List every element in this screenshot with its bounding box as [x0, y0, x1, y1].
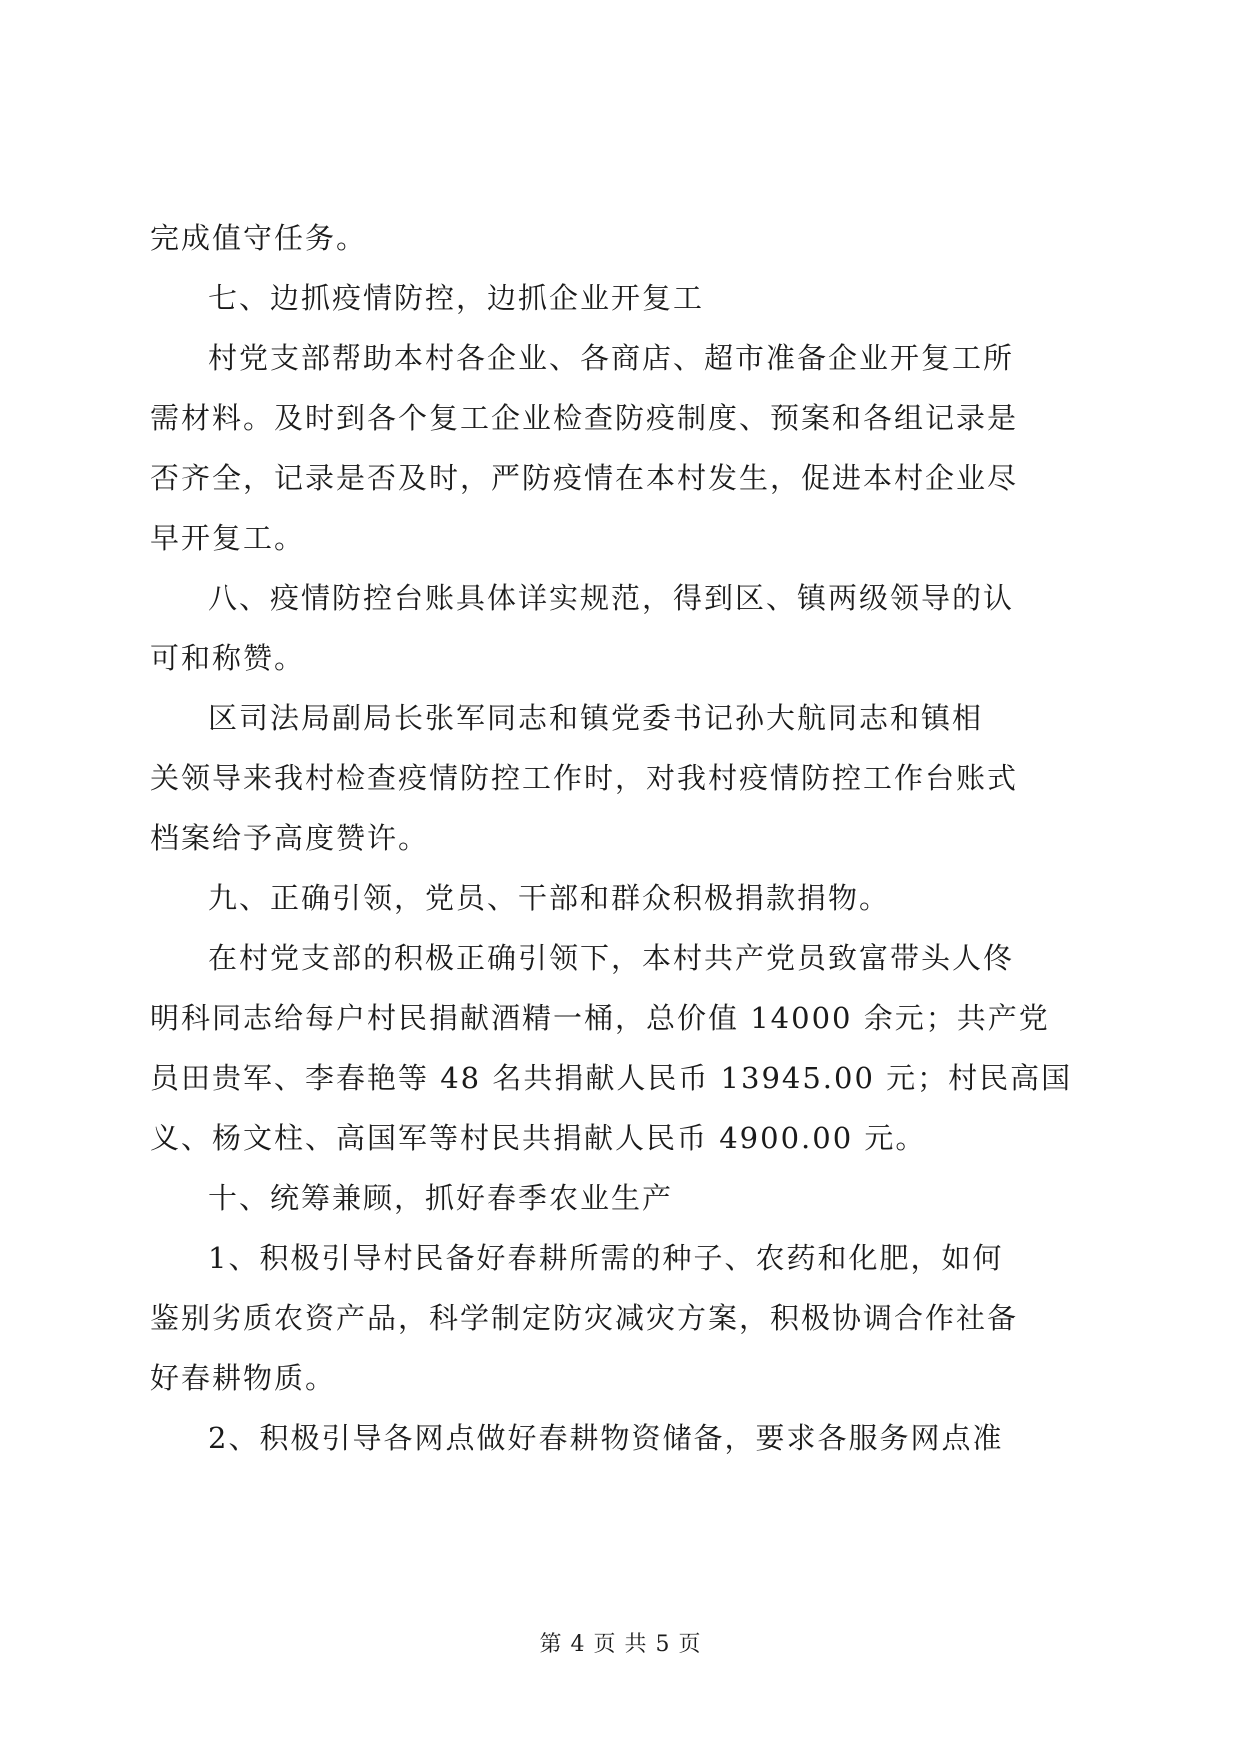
section-heading-10: 十、统筹兼顾，抓好春季农业生产 — [208, 1181, 674, 1215]
text-line: 区司法局副局长张军同志和镇党委书记孙大航同志和镇相 — [208, 701, 984, 735]
text-line: 关领导来我村检查疫情防控工作时，对我村疫情防控工作台账式 — [150, 761, 1019, 795]
text-line: 1、积极引导村民备好春耕所需的种子、农药和化肥，如何 — [208, 1241, 1004, 1275]
section-heading-7: 七、边抓疫情防控，边抓企业开复工 — [208, 281, 705, 315]
document-body — [150, 208, 1085, 1468]
text-line: 好春耕物质。 — [150, 1361, 337, 1395]
text-line: 义、杨文柱、高国军等村民共捐献人民币 4900.00 元。 — [150, 1121, 927, 1155]
text-line: 否齐全，记录是否及时，严防疫情在本村发生，促进本村企业尽 — [150, 461, 1019, 495]
text-line: 可和称赞。 — [150, 641, 306, 675]
text-line: 在村党支部的积极正确引领下，本村共产党员致富带头人佟 — [208, 941, 1015, 975]
section-heading-8: 八、疫情防控台账具体详实规范，得到区、镇两级领导的认 — [208, 581, 1015, 615]
text-line: 档案给予高度赞许。 — [150, 821, 430, 855]
page-number-footer: 第 4 页 共 5 页 — [539, 1632, 702, 1657]
text-line: 早开复工。 — [150, 521, 306, 555]
text-line: 需材料。及时到各个复工企业检查防疫制度、预案和各组记录是 — [150, 401, 1019, 435]
text-line: 明科同志给每户村民捐献酒精一桶，总价值 14000 余元；共产党 — [150, 1001, 1050, 1035]
text-line: 员田贵军、李春艳等 48 名共捐献人民币 13945.00 元；村民高国 — [150, 1061, 1073, 1095]
text-line: 鉴别劣质农资产品，科学制定防灾减灾方案，积极协调合作社备 — [150, 1301, 1019, 1335]
text-line: 完成值守任务。 — [150, 221, 368, 255]
text-line: 2、积极引导各网点做好春耕物资储备，要求各服务网点准 — [208, 1421, 1004, 1455]
section-heading-9: 九、正确引领，党员、干部和群众积极捐款捐物。 — [208, 881, 891, 915]
text-line: 村党支部帮助本村各企业、各商店、超市准备企业开复工所 — [208, 341, 1015, 375]
